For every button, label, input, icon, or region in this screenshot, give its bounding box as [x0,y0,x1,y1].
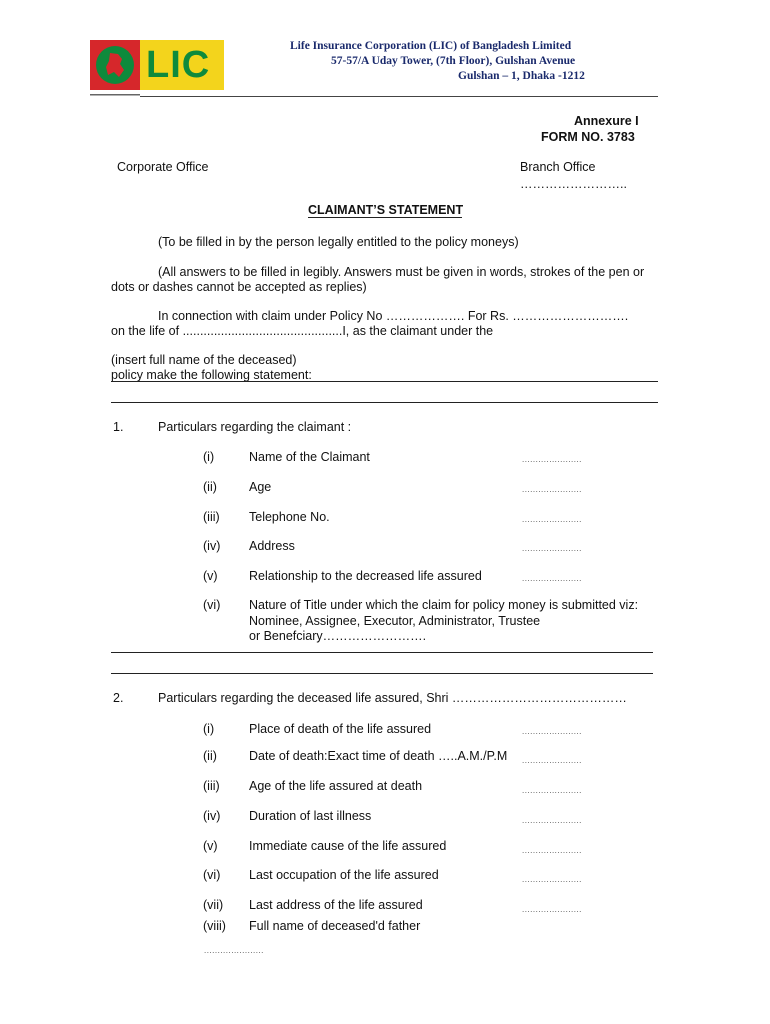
s2-item-num: (viii) [203,919,226,933]
s2-item-num: (iii) [203,779,220,793]
header-rule [140,96,658,97]
s2-item-label: Immediate cause of the life assured [249,839,447,853]
title-underline [308,217,462,218]
annexure-title: Annexure I [574,114,639,128]
intro-p3b: on the life of ..............................................I, as the claimant under the [111,324,494,338]
intro-p2a: (All answers to be filled in legibly. Answers must be given in words, strokes of the pen or [158,265,645,279]
s1-item-label: Relationship to the decreased life assured [249,569,482,583]
section-1-heading: Particulars regarding the claimant : [158,420,352,434]
s2-item-dots: ...................... [522,816,582,825]
statement-rule-1 [111,381,658,382]
org-line-2-text: 57-57/A Uday Tower, (7th Floor), Gulshan Avenue [331,55,576,67]
section-2-heading: Particulars regarding the deceased life assured, Shri …………………………………… [158,691,627,705]
s2-item-label: Duration of last illness [249,809,372,823]
section-2-number: 2. [113,691,124,705]
s2-item-num: (vii) [203,898,224,912]
org-line-3: Gulshan – 1, Dhaka -1212 [458,70,585,82]
section-1-number: 1. [113,420,124,434]
s2-item-num: (vi) [203,868,221,882]
corporate-office-label: Corporate Office [117,160,209,174]
s1-item-label-line3: or Benefciary……………………. [249,629,427,643]
s1-item-dots: ...................... [522,455,582,464]
org-line-1: Life Insurance Corporation (LIC) of Bangladesh Limited [290,40,572,52]
intro-p4a: (insert full name of the deceased) [111,353,297,367]
section-divider-2 [111,673,653,674]
s1-item-num: (iv) [203,539,221,553]
s2-item-dots: ...................... [522,905,582,914]
s2-item-label: Last occupation of the life assured [249,868,439,882]
intro-p4b: policy make the following statement: [111,368,312,382]
s1-item-num: (iii) [203,510,220,524]
s2-item-num: (v) [203,839,218,853]
s2-item-num: (ii) [203,749,217,763]
s2-item-dots: ...................... [204,946,264,955]
s1-item-label: Age [249,480,272,494]
s2-item-label: Date of death:Exact time of death …..A.M./P.M [249,749,508,763]
s1-item-num: (i) [203,450,215,464]
branch-office-dots: …………………….. [520,177,627,191]
s1-item-label: Address [249,539,295,553]
s1-item-dots: ...................... [522,574,582,583]
s1-item-dots: ...................... [522,515,582,524]
s2-item-dots: ...................... [522,875,582,884]
s1-item-label: Name of the Claimant [249,450,370,464]
s2-item-num: (i) [203,722,215,736]
logo-caption-icon [90,92,140,98]
s1-item-label-line2: Nominee, Assignee, Executor, Administrator, Trustee [249,614,541,628]
s2-item-dots: ...................... [522,786,582,795]
s2-item-dots: ...................... [522,727,582,736]
s1-item-dots: ...................... [522,485,582,494]
s2-item-dots: ...................... [522,846,582,855]
org-line-2 [331,55,575,67]
bangladesh-map-icon [104,52,126,78]
intro-p2b: dots or dashes cannot be accepted as replies) [111,280,367,294]
section-divider-1 [111,652,653,653]
intro-p3a: In connection with claim under Policy No ………………. For Rs. ………………………. [158,309,629,323]
s2-item-label: Age of the life assured at death [249,779,423,793]
s1-item-label: Telephone No. [249,510,330,524]
lic-logo [90,40,224,90]
s2-item-label: Last address of the life assured [249,898,423,912]
s1-item-num: (vi) [203,598,221,612]
form-number: FORM NO. 3783 [541,130,635,144]
form-title: CLAIMANT’S STATEMENT [308,203,464,217]
s1-item-dots: ...................... [522,544,582,553]
s2-item-dots: ...................... [522,756,582,765]
s1-item-label: Nature of Title under which the claim for policy money is submitted viz: [249,598,639,612]
s2-item-label: Full name of deceased'd father [249,919,421,933]
s1-item-num: (ii) [203,480,217,494]
s1-item-num: (v) [203,569,218,583]
logo-text: LIC [146,44,211,86]
statement-rule-2 [111,402,658,403]
intro-p1: (To be filled in by the person legally entitled to the policy moneys) [158,235,519,249]
s2-item-label: Place of death of the life assured [249,722,432,736]
branch-office-label: Branch Office [520,160,596,174]
s2-item-num: (iv) [203,809,221,823]
